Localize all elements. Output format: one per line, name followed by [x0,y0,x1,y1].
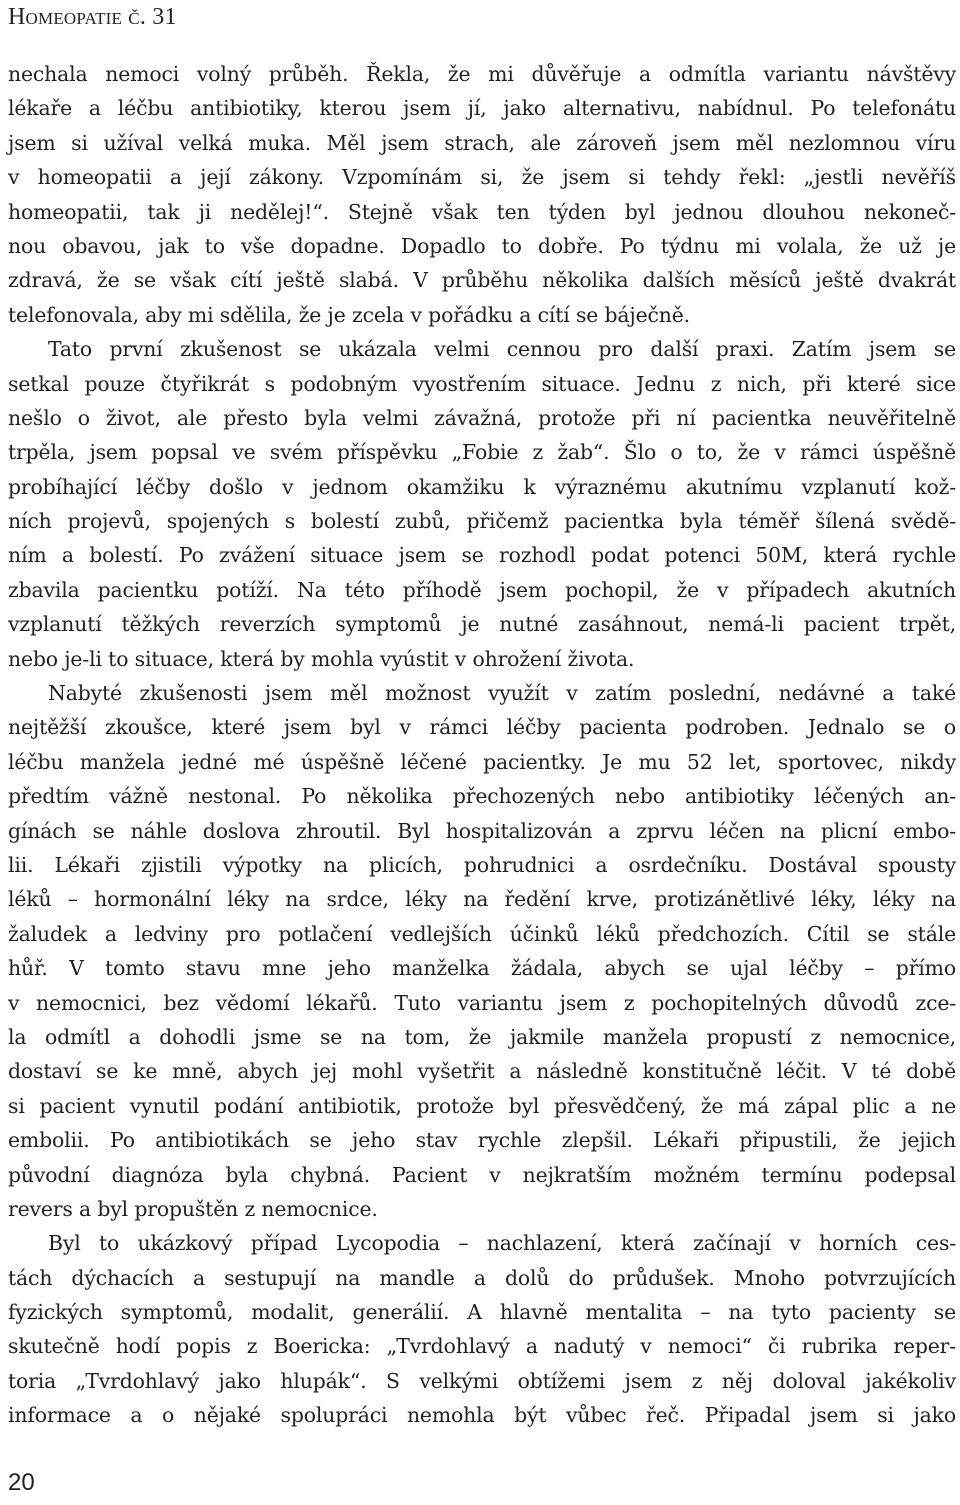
text-line: nejtěžší zkoušce, které jsem byl v rámci léčby pacienta podroben. Jednalo se o [8,715,956,740]
text-line: fyzických symptomů, modalit, generálií. A hlavně mentalita – na tyto pacienty se [8,1300,956,1325]
running-header: Homeopatie č. 31 [8,4,177,30]
text-line: dostaví se ke mně, abych jej mohl vyšetřit a následně konstitučně léčit. V té době [8,1059,956,1084]
text-line: nou obavou, jak to vše dopadne. Dopadlo to dobře. Po týdnu mi volala, že už je [8,233,956,258]
text-line: informace a o nějaké spolupráci nemohla být vůbec řeč. Připadal jsem si jako [8,1403,956,1428]
text-line: Byl to ukázkový případ Lycopodia – nachlazení, která začínají v horních ces- [48,1231,956,1256]
text-line: lii. Lékaři zjistili výpotky na plicích, pohrudnici a osrdečníku. Dostával spousty [8,852,956,877]
text-line: toria „Tvrdohlavý jako hlupák“. S velkými obtížemi jsem z něj doloval jakékoliv [8,1368,956,1393]
text-line: jsem si užíval velká muka. Měl jsem strach, ale zároveň jsem měl nezlomnou víru [8,130,956,155]
text-line: léčbu manžela jedné mé úspěšně léčené pacientky. Je mu 52 let, sportovec, nikdy [8,749,956,774]
text-line: nešlo o život, ale přesto byla velmi závažná, protože při ní pacientka neuvěřitelně [8,405,956,430]
text-line: trpěla, jsem popsal ve svém příspěvku „Fobie z žab“. Šlo o to, že v rámci úspěšně [8,440,956,465]
text-line: předtím vážně nestonal. Po několika přechozených nebo antibiotiky léčených an- [8,784,956,809]
text-line: Nabyté zkušenosti jsem měl možnost využít v zatím poslední, nedávné a také [48,681,956,706]
text-line: hůř. V tomto stavu mne jeho manželka žádala, abych se ujal léčby – přímo [8,956,956,981]
text-line: v nemocnici, bez vědomí lékařů. Tuto variantu jsem z pochopitelných důvodů zce- [8,990,956,1015]
text-line: zdravá, že se však cítí ještě slabá. V průběhu několika dalších měsíců ještě dvakrát [8,268,956,293]
text-line: probíhající léčby došlo v jednom okamžiku k výraznému akutnímu vzplanutí kož- [8,474,956,499]
text-line: původní diagnóza byla chybná. Pacient v nejkratším možném termínu podepsal [8,1162,956,1187]
text-line: skutečně hodí popis z Boericka: „Tvrdohlavý a nadutý v nemoci“ či rubrika reper- [8,1334,956,1359]
text-line: žaludek a ledviny pro potlačení vedlejších účinků léků předchozích. Cítil se stále [8,921,956,946]
text-line: si pacient vynutil podání antibiotik, protože byl přesvědčený, že má zápal plic a ne [8,1093,956,1118]
text-line: vzplanutí těžkých reverzích symptomů je nutné zasáhnout, nemá-li pacient trpět, [8,612,956,637]
text-line: embolii. Po antibiotikách se jeho stav rychle zlepšil. Lékaři připustili, že jejich [8,1128,956,1153]
text-line: Tato první zkušenost se ukázala velmi cennou pro další praxi. Zatím jsem se [48,337,956,362]
text-line: la odmítl a dohodli jsme se na tom, že jakmile manžela propustí z nemocnice, [8,1024,956,1049]
text-line: léků – hormonální léky na srdce, léky na ředění krve, protizánětlivé léky, léky na [8,887,956,912]
body-text [8,57,956,1433]
text-line: gínách se náhle doslova zhroutil. Byl hospitalizován a zprvu léčen na plicní embo- [8,818,956,843]
text-line: setkal pouze čtyřikrát s podobným vyostřením situace. Jednu z nich, při které sice [8,371,956,396]
text-line: homeopatii, tak ji nedělej!“. Stejně však ten týden byl jednou dlouhou nekoneč- [8,199,956,224]
text-line: telefonovala, aby mi sdělila, že je zcela v pořádku a cítí se báječně. [8,302,691,327]
text-line: lékaře a léčbu antibiotiky, kterou jsem jí, jako alternativu, nabídnul. Po telefonátu [8,96,956,121]
text-line: ních projevů, spojených s bolestí zubů, přičemž pacientka byla téměř šílená svědě- [8,509,956,534]
text-line: nechala nemoci volný průběh. Řekla, že mi důvěřuje a odmítla variantu návštěvy [8,62,956,86]
page-number: 20 [8,1469,35,1496]
text-line: tách dýchacích a sestupují na mandle a dolů do průdušek. Mnoho potvrzujících [8,1265,956,1290]
text-line: ním a bolestí. Po zvážení situace jsem se rozhodl podat potenci 50M, která rychle [8,543,956,568]
text-line: revers a byl propuštěn z nemocnice. [8,1196,378,1221]
text-line: zbavila pacientku potíží. Na této příhodě jsem pochopil, že v případech akutních [8,577,956,602]
text-line: v homeopatii a její zákony. Vzpomínám si, že jsem si tehdy řekl: „jestli nevěříš [8,165,956,190]
text-line: nebo je-li to situace, která by mohla vyústit v ohrožení života. [8,646,635,671]
